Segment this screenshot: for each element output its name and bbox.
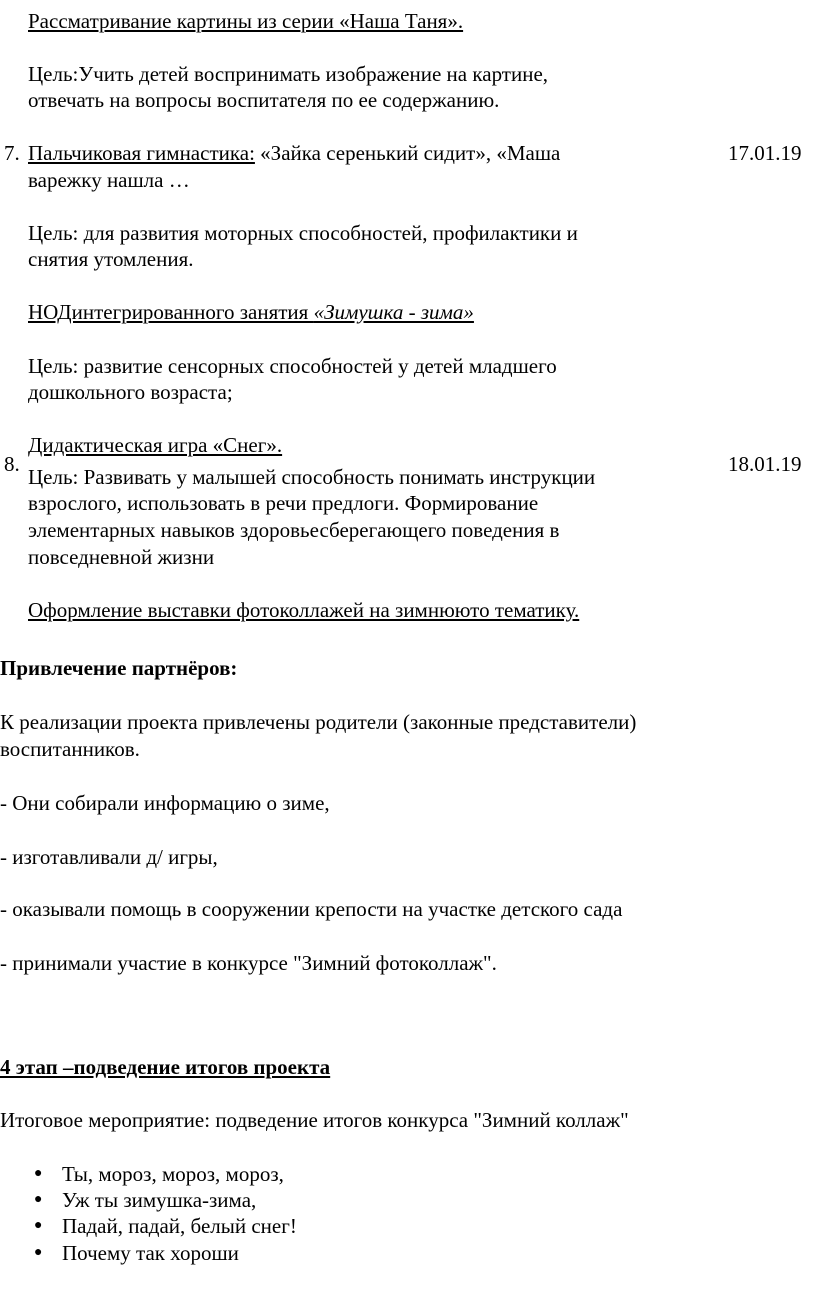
lesson-goal-line: Цель:Учить детей воспринимать изображение на картине, <box>28 62 549 86</box>
exhibition-title: Оформление выставки фотоколлажей на зимнююто тематику. <box>28 598 580 622</box>
partners-item: - Они собирали информацию о зиме, <box>0 791 330 815</box>
partners-heading: Привлечение партнёров: <box>0 656 238 680</box>
lesson-goal-line: снятия утомления. <box>28 247 194 271</box>
finger-gym-label: Пальчиковая гимнастика: <box>28 141 255 165</box>
didactic-game-title: Дидактическая игра «Снег». <box>28 433 283 457</box>
lesson-goal-line: элементарных навыков здоровьесберегающего поведения в <box>28 518 560 542</box>
lesson-goal-line: отвечать на вопросы воспитателя по ее содержанию. <box>28 88 500 112</box>
partners-item: - изготавливали д/ игры, <box>0 845 218 869</box>
row-date: 17.01.19 <box>728 141 802 165</box>
finger-gym-text: «Зайка серенький сидит», «Маша <box>254 141 561 165</box>
finger-gym-line <box>28 140 560 166</box>
bullet-icon: ● <box>34 1192 43 1207</box>
partners-intro: К реализации проекта привлечены родители (законные представители) <box>0 710 637 734</box>
song-item: Уж ты зимушка-зима, <box>62 1188 257 1212</box>
lesson-goal-line: Цель: Развивать у малышей способность понимать инструкции <box>28 465 596 489</box>
row-number: 7. <box>4 141 20 165</box>
bullet-icon: ● <box>34 1245 43 1260</box>
lesson-goal-line: взрослого, использовать в речи предлоги. Формирование <box>28 491 539 515</box>
final-event: Итоговое мероприятие: подведение итогов конкурса "Зимний коллаж" <box>0 1108 629 1132</box>
partners-item: - принимали участие в конкурсе "Зимний фотоколлаж". <box>0 951 497 975</box>
bullet-icon: ● <box>34 1166 43 1181</box>
lesson-title-picture: Рассматривание картины из серии «Наша Таня». <box>28 9 464 33</box>
song-item: Почему так хороши <box>62 1241 239 1265</box>
lesson-goal-line: Цель: для развития моторных способностей, профилактики и <box>28 221 578 245</box>
nod-label: НОДинтегрированного занятия <box>28 300 314 324</box>
finger-gym-line: варежку нашла … <box>28 168 190 192</box>
partners-item: - оказывали помощь в сооружении крепости на участке детского сада <box>0 897 623 921</box>
nod-title <box>28 299 474 325</box>
lesson-goal-line: дошкольного возраста; <box>28 380 233 404</box>
stage4-heading: 4 этап –подведение итогов проекта <box>0 1055 331 1079</box>
song-item: Падай, падай, белый снег! <box>62 1214 297 1238</box>
nod-topic: «Зимушка - зима» <box>313 300 474 324</box>
lesson-goal-line: повседневной жизни <box>28 545 215 569</box>
lesson-goal-line: Цель: развитие сенсорных способностей у детей младшего <box>28 354 557 378</box>
row-date: 18.01.19 <box>728 452 802 476</box>
bullet-icon: ● <box>34 1218 43 1233</box>
row-number: 8. <box>4 452 20 476</box>
partners-intro: воспитанников. <box>0 737 140 761</box>
song-item: Ты, мороз, мороз, мороз, <box>62 1162 284 1186</box>
